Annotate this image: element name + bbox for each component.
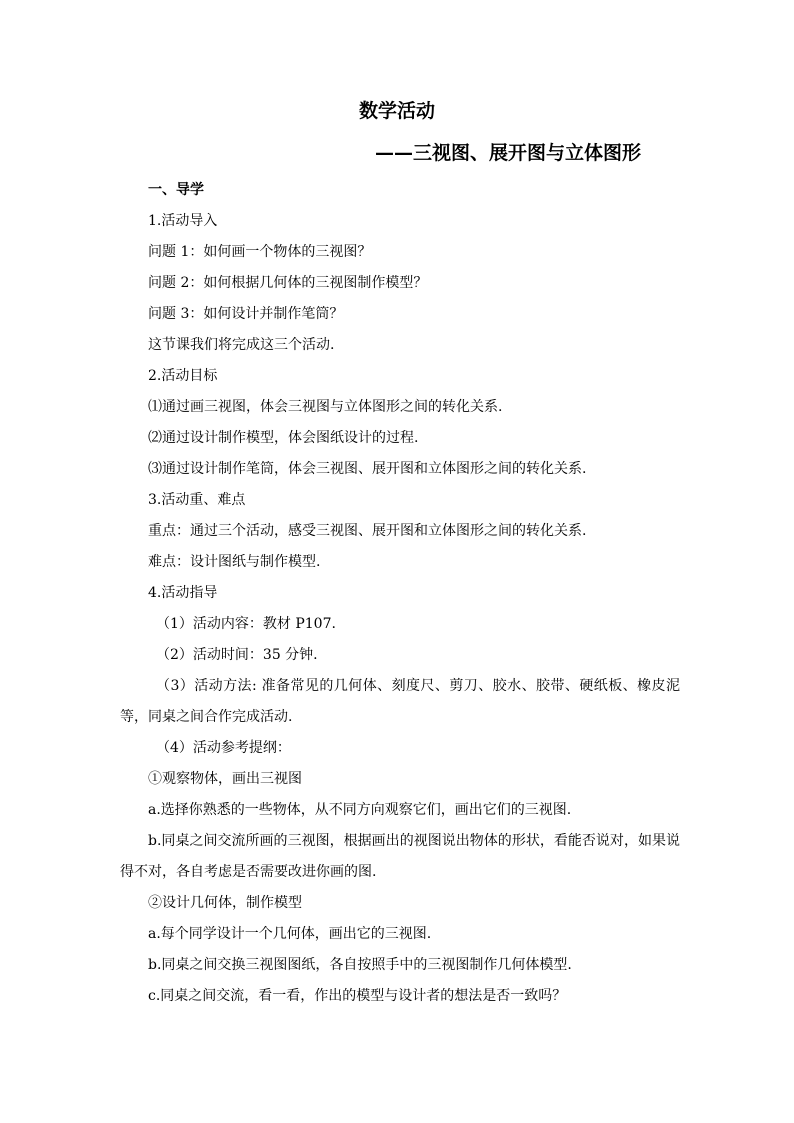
paragraph-line: （1）活动内容：教材 P107. bbox=[156, 616, 336, 632]
page-subtitle: ——三视图、展开图与立体图形 bbox=[375, 142, 642, 164]
paragraph-block: b.同桌之间交流所画的三视图，根据画出的视图说出物体的形状，看能否说对，如果说得不对，各自考虑是否需要改进你画的图. bbox=[120, 833, 680, 880]
paragraph-line: ②设计几何体，制作模型 bbox=[148, 895, 302, 911]
paragraph-line: 2.活动目标 bbox=[148, 368, 218, 384]
page-title: 数学活动 bbox=[358, 100, 435, 122]
paragraph-line: 3.活动重、难点 bbox=[148, 492, 246, 508]
document-body bbox=[120, 175, 680, 1012]
paragraph-line: ⑵通过设计制作模型，体会图纸设计的过程. bbox=[148, 430, 419, 446]
paragraph-line: 问题 2：如何根据几何体的三视图制作模型？ bbox=[148, 275, 428, 291]
paragraph-line: 这节课我们将完成这三个活动. bbox=[148, 337, 335, 353]
paragraph-line: b.同桌之间交换三视图图纸，各自按照手中的三视图制作几何体模型. bbox=[148, 957, 572, 973]
paragraph-line: 4.活动指导 bbox=[148, 585, 218, 601]
paragraph-line: 1.活动导入 bbox=[148, 213, 218, 229]
paragraph-line: （2）活动时间：35 分钟. bbox=[156, 647, 318, 663]
paragraph-line: 难点：设计图纸与制作模型. bbox=[148, 554, 321, 570]
paragraph-line: 问题 1：如何画一个物体的三视图？ bbox=[148, 244, 372, 260]
paragraph-line: 重点：通过三个活动，感受三视图、展开图和立体图形之间的转化关系. bbox=[148, 523, 587, 539]
paragraph-block: （3）活动方法: 准备常见的几何体、刻度尺、剪刀、胶水、胶带、硬纸板、橡皮泥等，同桌之间合作完成活动. bbox=[120, 678, 680, 725]
section-heading: 一、导学 bbox=[148, 182, 204, 198]
paragraph-line: a.每个同学设计一个几何体，画出它的三视图. bbox=[148, 926, 432, 942]
paragraph-line: a.选择你熟悉的一些物体，从不同方向观察它们，画出它们的三视图. bbox=[148, 802, 572, 818]
paragraph-line: （4）活动参考提纲： bbox=[156, 740, 291, 756]
paragraph-line: ⑶通过设计制作笔筒，体会三视图、展开图和立体图形之间的转化关系. bbox=[148, 461, 587, 477]
paragraph-line: c.同桌之间交流，看一看，作出的模型与设计者的想法是否一致吗？ bbox=[148, 988, 567, 1004]
paragraph-line: 问题 3：如何设计并制作笔筒？ bbox=[148, 306, 344, 322]
paragraph-line: ⑴通过画三视图，体会三视图与立体图形之间的转化关系. bbox=[148, 399, 503, 415]
paragraph-line: ①观察物体，画出三视图 bbox=[148, 771, 302, 787]
